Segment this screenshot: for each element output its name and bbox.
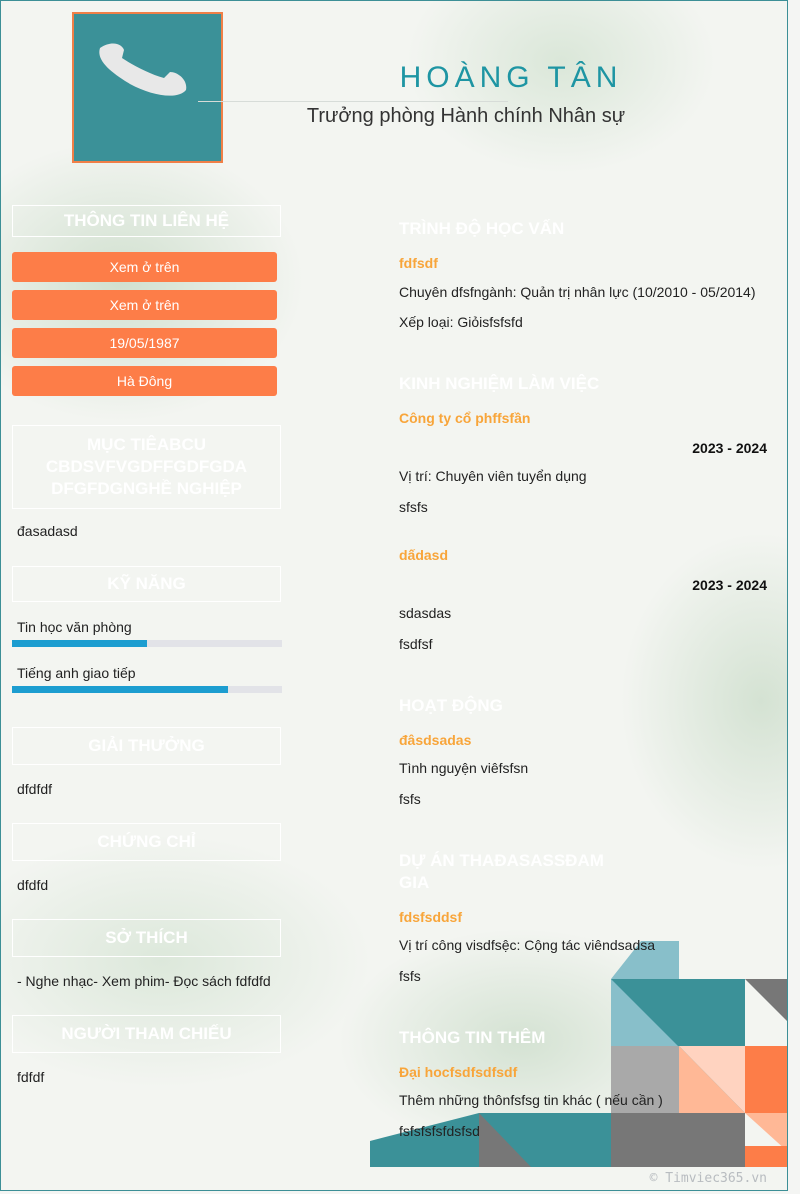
header-divider (198, 101, 508, 102)
job-position-1: Vị trí: Chuyên viên tuyển dụng (399, 468, 587, 484)
activities-org: đâsdsadas (399, 732, 472, 748)
skill-bar-fill-2 (12, 686, 228, 693)
job-position-2: sdasdas (399, 605, 452, 621)
job-period-1: 2023 - 2024 (692, 440, 767, 456)
awards-text: dfdfdf (17, 781, 53, 797)
project-line-1: Vị trí công visdfsệc: Cộng tác viêndsadsa (399, 937, 656, 953)
contact-item-2: Xem ở trên (12, 290, 277, 320)
job-company-2: dấdasd (399, 547, 449, 563)
hobbies-text: - Nghe nhạc- Xem phim- Đọc sách fdfdfd (17, 973, 271, 989)
certificates-heading: CHỨNG CHỈ (12, 823, 281, 861)
extra-title: Đại hocfsdfsdfsdf (399, 1064, 518, 1080)
job-period-2: 2023 - 2024 (692, 577, 767, 593)
contact-heading: THÔNG TIN LIÊN HỆ (12, 205, 281, 237)
objective-text: đasadasd (17, 523, 78, 539)
education-school: fdfsdf (399, 255, 438, 271)
education-heading: TRÌNH ĐỘ HỌC VẤN (399, 219, 565, 238)
objective-heading: MỤC TIÊABCU CBDSVFVGDFFGDFGDA DFGFDGNGHỀ NGHIỆP (12, 425, 281, 509)
extra-line-2: fsfsfsfsfdsfsd (399, 1123, 480, 1139)
skills-heading: KỸ NĂNG (12, 566, 281, 602)
phone-icon (92, 40, 192, 110)
hobbies-heading: SỞ THÍCH (12, 919, 281, 957)
references-heading: NGƯỜI THAM CHIẾU (12, 1015, 281, 1053)
job-company-1: Công ty cổ phffsfần (399, 410, 531, 426)
skill-name-2: Tiếng anh giao tiếp (17, 665, 136, 681)
experience-heading: KINH NGHIỆM LÀM VIỆC (399, 374, 600, 393)
activities-heading: HOẠT ĐỘNG (399, 696, 503, 715)
projects-heading: DỰ ÁN THAĐASASSĐAM GIA (399, 851, 604, 892)
watermark: © Timviec365.vn (649, 1171, 767, 1186)
extra-line-1: Thêm những thônfsfsg tin khác ( nếu cần ) (399, 1092, 663, 1108)
education-grade: Xếp loại: Giỏisfsfsfd (399, 314, 523, 330)
candidate-name: HOÀNG TÂN (399, 61, 623, 94)
contact-item-1: Xem ở trên (12, 252, 277, 282)
skill-bar-fill-1 (12, 640, 147, 647)
activities-line-1: Tình nguyện viêfsfsn (399, 760, 529, 776)
job-title: Trưởng phòng Hành chính Nhân sự (306, 105, 626, 127)
job-desc-1: sfsfs (399, 499, 428, 515)
awards-heading: GIẢI THƯỞNG (12, 727, 281, 765)
certificates-text: dfdfd (17, 877, 49, 893)
avatar (72, 12, 223, 163)
project-line-2: fsfs (399, 968, 421, 984)
skill-bar-2 (12, 686, 282, 693)
references-text: fdfdf (17, 1069, 45, 1085)
skill-bar-1 (12, 640, 282, 647)
project-name: fdsfsddsf (399, 909, 462, 925)
activities-line-2: fsfs (399, 791, 421, 807)
job-desc-2: fsdfsf (399, 636, 433, 652)
skill-name-1: Tin học văn phòng (17, 619, 132, 635)
education-major: Chuyên dfsfngành: Quản trị nhân lực (10/2010 - 05/2014) (399, 284, 756, 300)
contact-item-birthday: 19/05/1987 (12, 328, 277, 358)
contact-item-address: Hà Đông (12, 366, 277, 396)
extra-heading: THÔNG TIN THÊM (399, 1028, 546, 1047)
